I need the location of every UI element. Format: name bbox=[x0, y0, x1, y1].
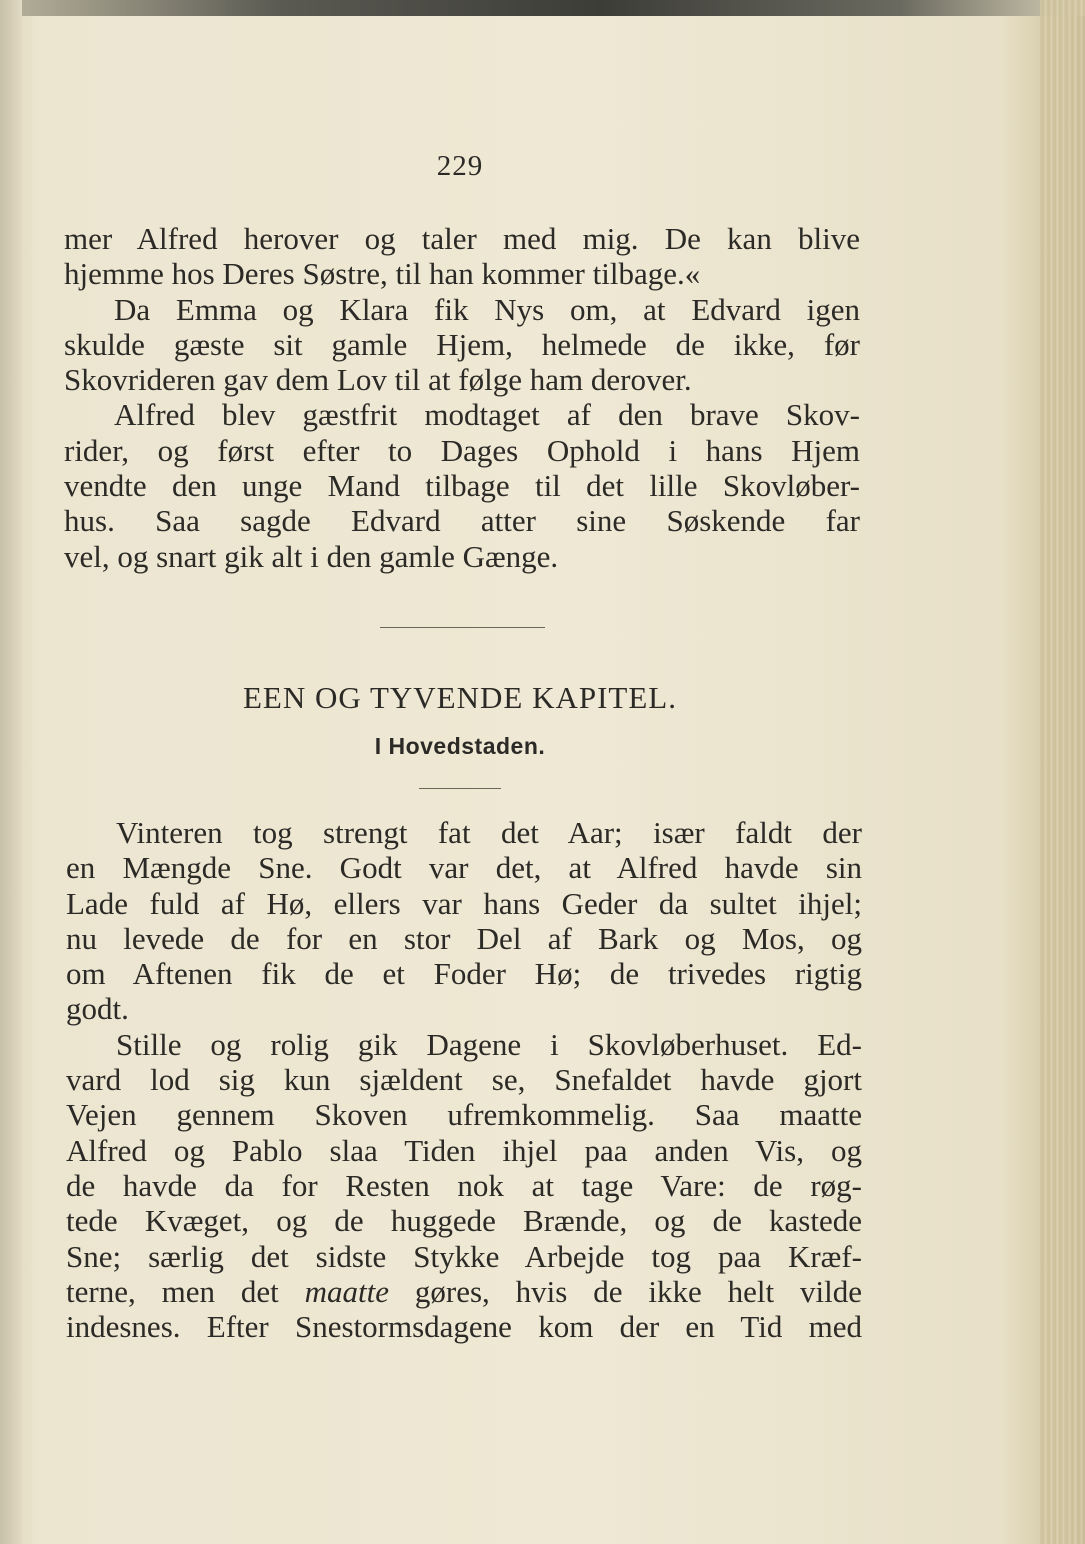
text-line: Skovrideren gav dem Lov til at følge ham derover. bbox=[64, 362, 692, 398]
text-line: Sne; særlig det sidste Stykke Arbejde tog paa Kræf- bbox=[66, 1238, 862, 1274]
paragraph-block-1 bbox=[64, 221, 860, 574]
text-line: Vinteren tog strengt fat det Aar; især faldt der bbox=[116, 815, 862, 850]
text-line: Alfred blev gæstfrit modtaget af den brave Skov- bbox=[114, 397, 860, 433]
text-fragment: terne, men det bbox=[66, 1273, 279, 1309]
text-line: nu levede de for en stor Del af Bark og Mos, og bbox=[66, 920, 862, 956]
text-line: Lade fuld af Hø, ellers var hans Geder da sultet ihjel; bbox=[66, 885, 862, 921]
text-line: vendte den unge Mand tilbage til det lille Skovløber- bbox=[64, 468, 860, 504]
page-stack-edge bbox=[1040, 0, 1085, 1544]
text-line: skulde gæste sit gamle Hjem, helmede de ikke, før bbox=[64, 326, 860, 362]
text-line: de havde da for Resten nok at tage Vare: de røg- bbox=[66, 1167, 862, 1203]
text-line: mer Alfred herover og taler med mig. De kan blive bbox=[64, 221, 860, 256]
paragraph-block-2 bbox=[66, 815, 862, 1344]
page-gutter-edge bbox=[0, 0, 22, 1544]
text-line: vel, og snart gik alt i den gamle Gænge. bbox=[64, 538, 559, 574]
text-line: Stille og rolig gik Dagene i Skovløberhuset. Ed- bbox=[116, 1026, 862, 1062]
text-line: indesnes. Efter Snestormsdagene kom der en Tid med bbox=[66, 1309, 862, 1345]
text-line: en Mængde Sne. Godt var det, at Alfred havde sin bbox=[66, 850, 862, 886]
text-line: hus. Saa sagde Edvard atter sine Søskende far bbox=[64, 503, 860, 539]
emphasized-word: maatte bbox=[304, 1273, 389, 1309]
text-line: godt. bbox=[66, 991, 129, 1027]
text-line: tede Kvæget, og de huggede Brænde, og de kastede bbox=[66, 1203, 862, 1239]
text-line: Da Emma og Klara fik Nys om, at Edvard igen bbox=[114, 291, 860, 327]
text-line-with-emphasis bbox=[66, 1274, 862, 1309]
text-line: om Aftenen fik de et Foder Hø; de trivedes rigtig bbox=[66, 956, 862, 992]
chapter-subtitle: I Hovedstaden. bbox=[374, 733, 546, 759]
text-line: hjemme hos Deres Søstre, til han kommer tilbage.« bbox=[64, 256, 701, 292]
page-top-edge bbox=[0, 0, 1085, 16]
text-line: Vejen gennem Skoven ufremkommelig. Saa maatte bbox=[66, 1097, 862, 1133]
text-line: Alfred og Pablo slaa Tiden ihjel paa anden Vis, og bbox=[66, 1132, 862, 1168]
chapter-title: EEN OG TYVENDE KAPITEL. bbox=[243, 680, 677, 715]
text-line: vard lod sig kun sjældent se, Snefaldet havde gjort bbox=[66, 1062, 862, 1098]
chapter-divider bbox=[419, 788, 501, 789]
text-fragment: gøres, hvis de ikke helt vilde bbox=[414, 1273, 863, 1309]
text-line: rider, og først efter to Dages Ophold i hans Hjem bbox=[64, 432, 860, 468]
page-number: 229 bbox=[436, 150, 484, 182]
section-divider bbox=[380, 627, 545, 628]
